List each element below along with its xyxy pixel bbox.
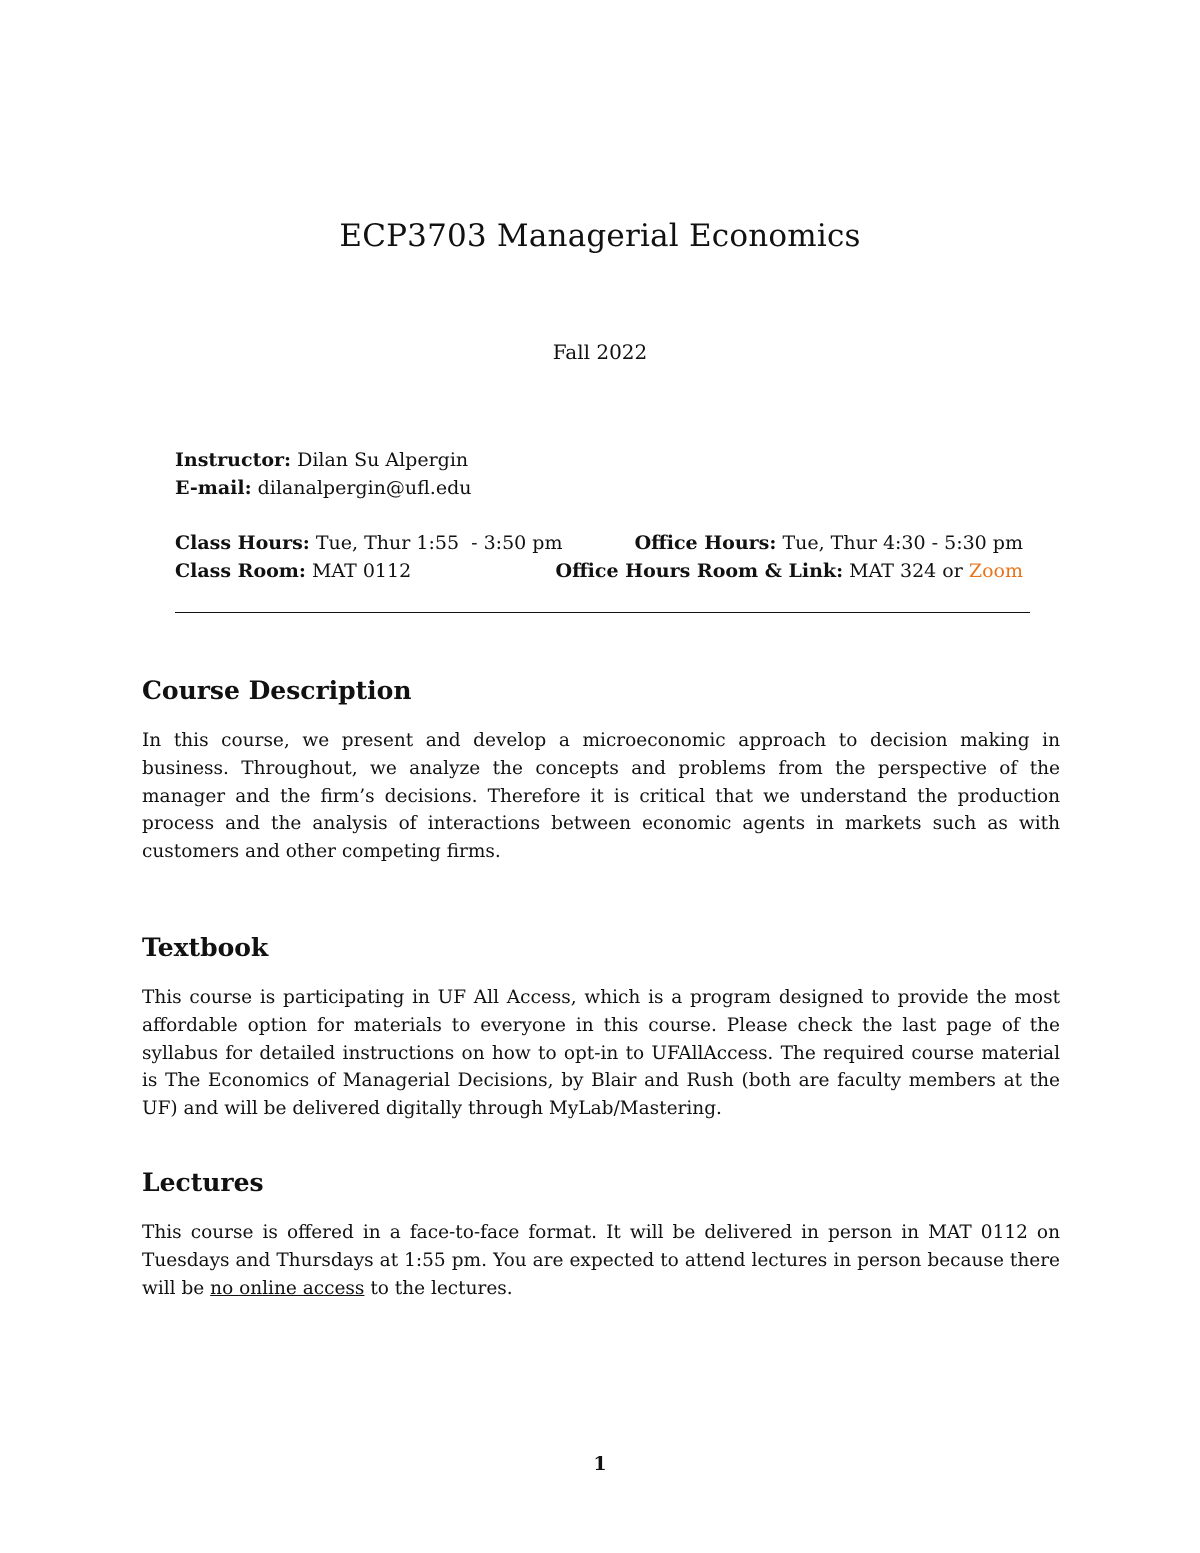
email-line	[175, 474, 1023, 502]
instructor-label: Instructor:	[175, 449, 292, 471]
lectures-body	[142, 1219, 1060, 1302]
course-description-section	[142, 676, 1060, 866]
zoom-link[interactable]: Zoom	[968, 560, 1023, 582]
lectures-heading: Lectures	[142, 1168, 264, 1197]
instructor-name: Dilan Su Alpergin	[297, 449, 469, 471]
class-room	[175, 557, 411, 585]
lectures-section	[142, 1168, 1060, 1302]
textbook-heading: Textbook	[142, 933, 269, 962]
hours-row	[175, 529, 1023, 557]
class-room-label: Class Room:	[175, 560, 306, 582]
course-term: Fall 2022	[552, 340, 648, 364]
email-address[interactable]: dilanalpergin@ufl.edu	[257, 477, 472, 499]
schedule-block	[175, 529, 1023, 585]
instructor-contact	[175, 446, 1023, 502]
no-online-access-emphasis: no online access	[210, 1277, 365, 1299]
class-hours-value: Tue, Thur 1:55 - 3:50 pm	[315, 532, 563, 554]
office-room-value: MAT 324 or	[849, 560, 963, 582]
course-title: ECP3703 Managerial Economics	[339, 218, 861, 254]
email-label: E-mail:	[175, 477, 252, 499]
rooms-row	[175, 557, 1023, 585]
office-room	[556, 557, 1023, 585]
lectures-body-end: to the lectures.	[370, 1277, 513, 1299]
instructor-line	[175, 446, 1023, 474]
office-hours	[635, 529, 1023, 557]
office-hours-value: Tue, Thur 4:30 - 5:30 pm	[782, 532, 1023, 554]
office-room-label: Office Hours Room & Link:	[555, 560, 844, 582]
class-hours	[175, 529, 562, 557]
textbook-section	[142, 933, 1060, 1123]
textbook-body: This course is participating in UF All Access, which is a program designed to provide the most affordable option for materials to everyone in this course. Please check the last page of the syllabus for detailed instructions on how to opt-in to UFAllAccess. The required course material is The Economics of Managerial Decisions, by Blair and Rush (both are faculty members at the UF) and will be delivered digitally through MyLab/Mastering.	[142, 987, 1060, 1120]
header-divider	[175, 612, 1030, 613]
class-hours-label: Class Hours:	[175, 532, 310, 554]
course-description-body: In this course, we present and develop a microeconomic approach to decision making in business. Throughout, we analyze the concepts and problems from the perspective of the manager and the firm’s decisions. Therefore it is critical that we understand the production process and the analysis of interactions between economic agents in markets such as with customers and other competing firms.	[142, 730, 1060, 863]
office-hours-label: Office Hours:	[634, 532, 777, 554]
course-description-heading: Course Description	[142, 676, 412, 705]
lectures-body-text: This course is offered in a face-to-face format. It will be delivered in person in MAT 0112 on Tuesdays and Thursdays at 1:55 pm. You are expected to attend lectures in person because there will be	[142, 1222, 1060, 1299]
page-number: 1	[593, 1453, 607, 1475]
class-room-value: MAT 0112	[311, 560, 412, 582]
